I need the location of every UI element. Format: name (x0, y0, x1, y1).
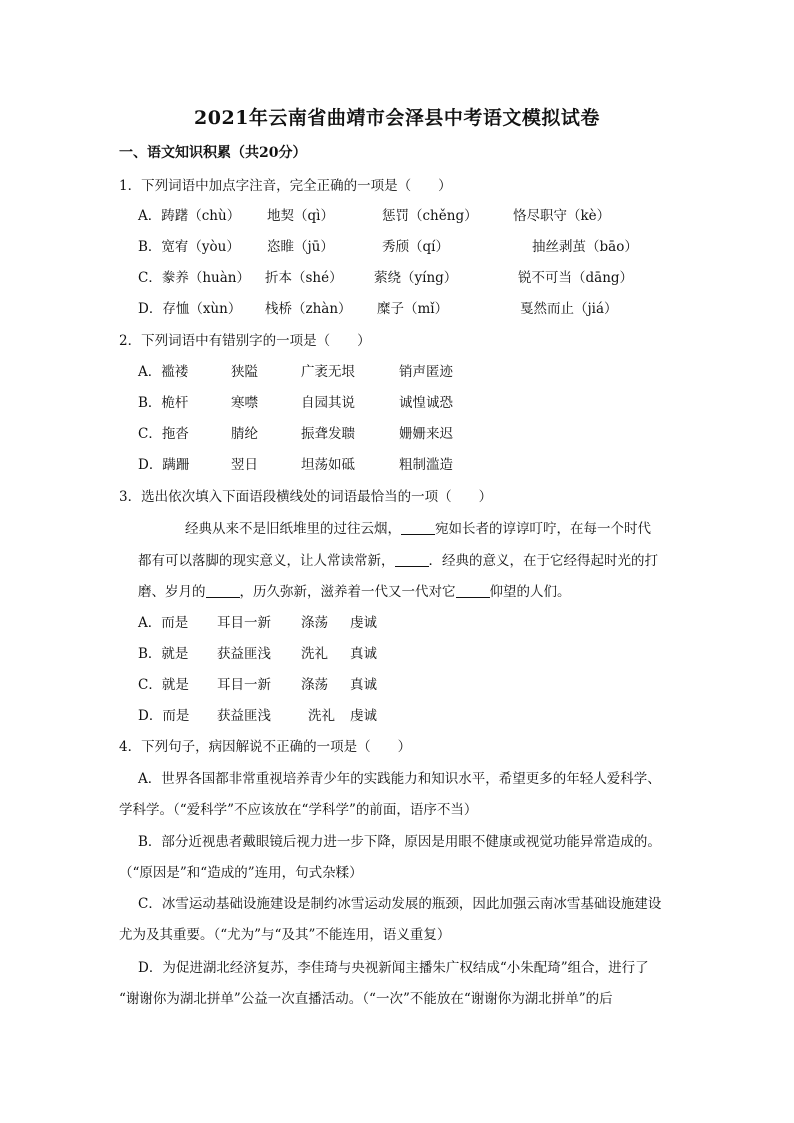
option-cell: 折本（shé） (265, 270, 343, 286)
page-title: 2021年云南省曲靖市会泽县中考语文模拟试卷 (194, 107, 600, 129)
option-cell: 自园其说 (301, 395, 355, 411)
option-cell: 抽丝剥茧（bāo） (532, 239, 638, 255)
option-cell: 耳目一新 (217, 677, 271, 693)
passage-line-1 (185, 519, 651, 539)
option-cell: 获益匪浅 (217, 646, 271, 662)
question-4-stem: 4．下列句子，病因解说不正确的一项是（ ） (119, 739, 412, 755)
passage-text: 磨、岁月的 (138, 584, 206, 600)
option-cell: 诚惶诚恐 (399, 395, 453, 411)
option-cell: 耳目一新 (217, 615, 271, 631)
option-cell: D．存恤（xùn） (138, 301, 242, 317)
option-cell: 虔诚 (350, 708, 377, 724)
option-cell: C．就是 (138, 677, 189, 693)
passage-line-3 (138, 582, 571, 602)
option-cell: D．而是 (138, 708, 190, 724)
option-cell: 振聋发聩 (301, 426, 355, 442)
option-cell: 获益匪浅 (217, 708, 271, 724)
question-4-option-c-line-1: C．冰雪运动基础设施建设是制约冰雪运动发展的瓶颈，因此加强云南冰雪基础设施建设 (138, 896, 662, 912)
option-cell: 坦荡如砥 (301, 457, 355, 473)
option-cell: 洗礼 (308, 708, 335, 724)
option-cell: 广袤无垠 (301, 364, 355, 380)
question-4-option-b-line-1: B．部分近视患者戴眼镜后视力进一步下降，原因是用眼不健康或视觉功能异常造成的。 (138, 834, 661, 850)
option-cell: 涤荡 (301, 615, 328, 631)
option-cell: B．桅杆 (138, 395, 189, 411)
option-cell: 糜子（mǐ） (377, 301, 449, 317)
question-4-option-a-line-2: 学科学。（“爱科学”不应该放在“学科学”的前面，语序不当） (119, 802, 478, 818)
passage-text: ．经典的意义，在于它经得起时光的打 (428, 553, 658, 569)
option-cell: C．拖沓 (138, 426, 189, 442)
option-cell: 戛然而止（jiá） (520, 301, 618, 317)
option-cell: 寒噤 (231, 395, 258, 411)
option-cell: 萦绕（yíng） (374, 270, 458, 286)
option-cell: 真诚 (350, 677, 377, 693)
question-4-option-d-line-1: D．为促进湖北经济复苏，李佳琦与央视新闻主播朱广权结成“小朱配琦”组合，进行了 (138, 960, 649, 976)
option-cell: 狭隘 (231, 364, 258, 380)
passage-text: 宛如长者的谆谆叮咛，在每一个时代 (435, 521, 651, 537)
option-cell: 栈桥（zhàn） (265, 301, 352, 317)
question-2-stem: 2．下列词语中有错别字的一项是（ ） (119, 333, 371, 349)
option-cell: 涤荡 (301, 677, 328, 693)
option-cell: 锐不可当（dāng） (518, 270, 634, 286)
section-heading: 一、语文知识积累（共20分） (119, 145, 307, 161)
option-cell: C．豢养（huàn） (138, 270, 250, 286)
question-4-option-a-line-1: A．世界各国都非常重视培养青少年的实践能力和知识水平，希望更多的年轻人爱科学、 (138, 771, 661, 787)
passage-text: 仰望的人们。 (489, 584, 571, 600)
option-cell: A．踌躇（chù） (138, 208, 241, 224)
option-cell: 翌日 (231, 457, 258, 473)
question-1-stem: 1．下列词语中加点字注音，完全正确的一项是（ ） (119, 178, 452, 194)
option-cell: 惩罚（chěng） (382, 208, 478, 224)
question-3-stem: 3．选出依次填入下面语段横线处的词语最恰当的一项（ ） (119, 489, 493, 505)
option-cell: B．就是 (138, 646, 189, 662)
option-cell: 秀颀（qí） (382, 239, 449, 255)
option-cell: 恪尽职守（kè） (513, 208, 611, 224)
fill-blank (456, 583, 490, 598)
question-4-option-c-line-2: 尤为及其重要。（“尤为”与“及其”不能连用，语义重复） (119, 927, 451, 943)
fill-blank (395, 552, 429, 567)
passage-line-2 (138, 551, 658, 571)
option-cell: 姗姗来迟 (399, 426, 453, 442)
option-cell: 真诚 (350, 646, 377, 662)
fill-blank (206, 583, 240, 598)
passage-text: 都有可以落脚的现实意义，让人常读常新， (138, 553, 395, 569)
option-cell: B．宽宥（yòu） (138, 239, 240, 255)
question-4-option-b-line-2: （“原因是”和“造成的”连用，句式杂糅） (119, 865, 363, 881)
passage-text: ，历久弥新，滋养着一代又一代对它 (239, 584, 456, 600)
option-cell: 销声匿迹 (399, 364, 453, 380)
option-cell: 粗制滥造 (399, 457, 453, 473)
option-cell: A．而是 (138, 615, 189, 631)
option-cell: 腈纶 (231, 426, 258, 442)
passage-text: 经典从来不是旧纸堆里的过往云烟， (185, 521, 401, 537)
option-cell: A．褴褛 (138, 364, 189, 380)
option-cell: D．蹒跚 (138, 457, 190, 473)
option-cell: 虔诚 (350, 615, 377, 631)
option-cell: 地契（qì） (267, 208, 334, 224)
option-cell: 恣睢（jū） (267, 239, 334, 255)
fill-blank (401, 520, 435, 535)
question-4-option-d-line-2: “谢谢你为湖北拼单”公益一次直播活动。（“一次”不能放在“谢谢你为湖北拼单”的后 (119, 991, 613, 1007)
option-cell: 洗礼 (301, 646, 328, 662)
